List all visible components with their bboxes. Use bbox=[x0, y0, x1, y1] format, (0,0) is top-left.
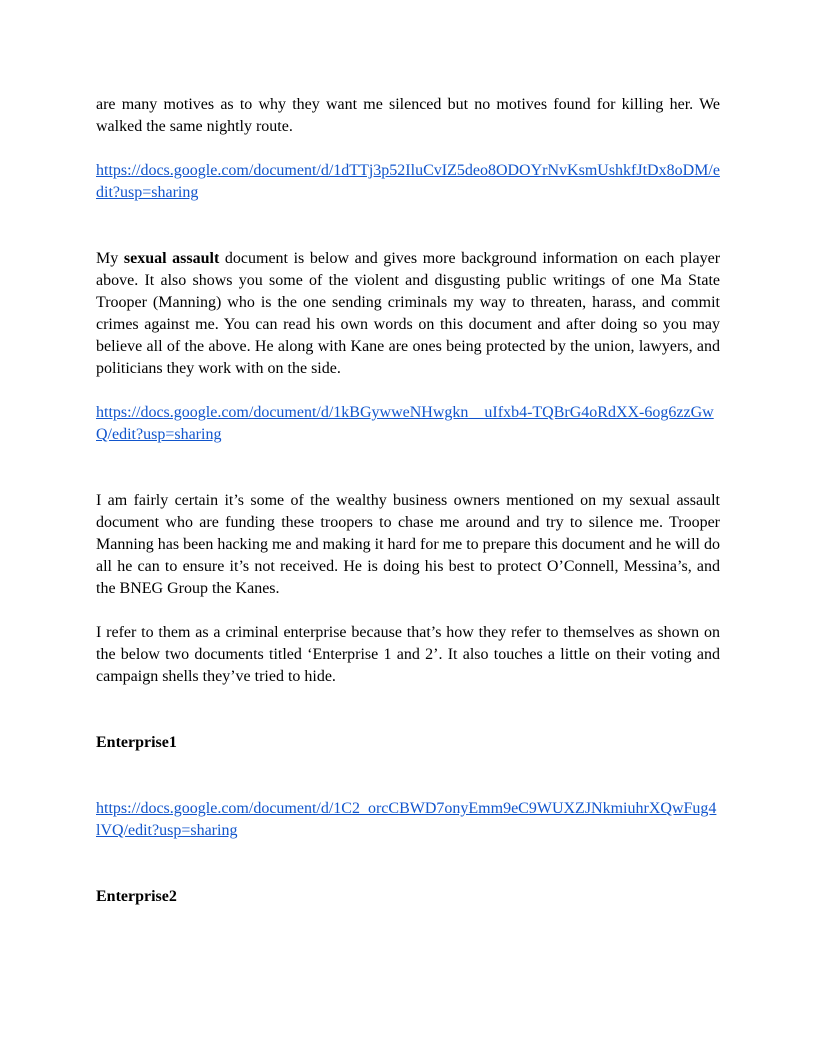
paragraph-enterprise: I refer to them as a criminal enterprise because that’s how they refer to themselves as shown on the below two documents titled ‘Enterprise 1 and 2’. It also touches a little on their voting and campaign shells they’ve tried to hide. bbox=[96, 624, 720, 685]
bold-sexual-assault: sexual assault bbox=[123, 250, 220, 267]
document-page bbox=[96, 0, 720, 1056]
paragraph-rest: document is below and gives more background information on each player above. It also shows you some of the violent and disgusting public writings of one Ma State Trooper (Manning) who is the one sending criminals my way to threaten, harass, and commit crimes against me. You can read his own words on this document and after doing so you may believe all of the above. He along with Kane are ones being protected by the union, lawyers, and politicians they work with on the side. bbox=[96, 250, 721, 377]
document-link-1[interactable]: https://docs.google.com/document/d/1dTTj3p52IluCvIZ5deo8ODOYrNvKsmUshkfJtDx8oDM/edit?usp=sharing bbox=[96, 162, 720, 201]
document-link-3[interactable]: https://docs.google.com/document/d/1C2_orcCBWD7onyEmm9eC9WUXZJNkmiuhrXQwFug4lVQ/edit?usp=sharing bbox=[96, 800, 717, 839]
paragraph-sexual-assault bbox=[96, 248, 720, 380]
paragraph-funding: I am fairly certain it’s some of the wealthy business owners mentioned on my sexual assault document who are funding these troopers to chase me around and try to silence me. Trooper Manning has been hacking me and making it hard for me to prepare this document and he will do all he can to ensure it’s not received. He is doing his best to protect O’Connell, Messina’s, and the BNEG Group the Kanes. bbox=[96, 492, 720, 597]
paragraph-motives: are many motives as to why they want me silenced but no motives found for killing her. We walked the same nightly route. bbox=[96, 96, 720, 135]
heading-enterprise1: Enterprise1 bbox=[96, 734, 177, 751]
heading-enterprise2: Enterprise2 bbox=[96, 888, 177, 905]
document-link-2[interactable]: https://docs.google.com/document/d/1kBGywweNHwgkn__uIfxb4-TQBrG4oRdXX-6og6zzGwQ/edit?usp=sharing bbox=[96, 404, 714, 443]
paragraph-intro: My bbox=[96, 250, 119, 267]
